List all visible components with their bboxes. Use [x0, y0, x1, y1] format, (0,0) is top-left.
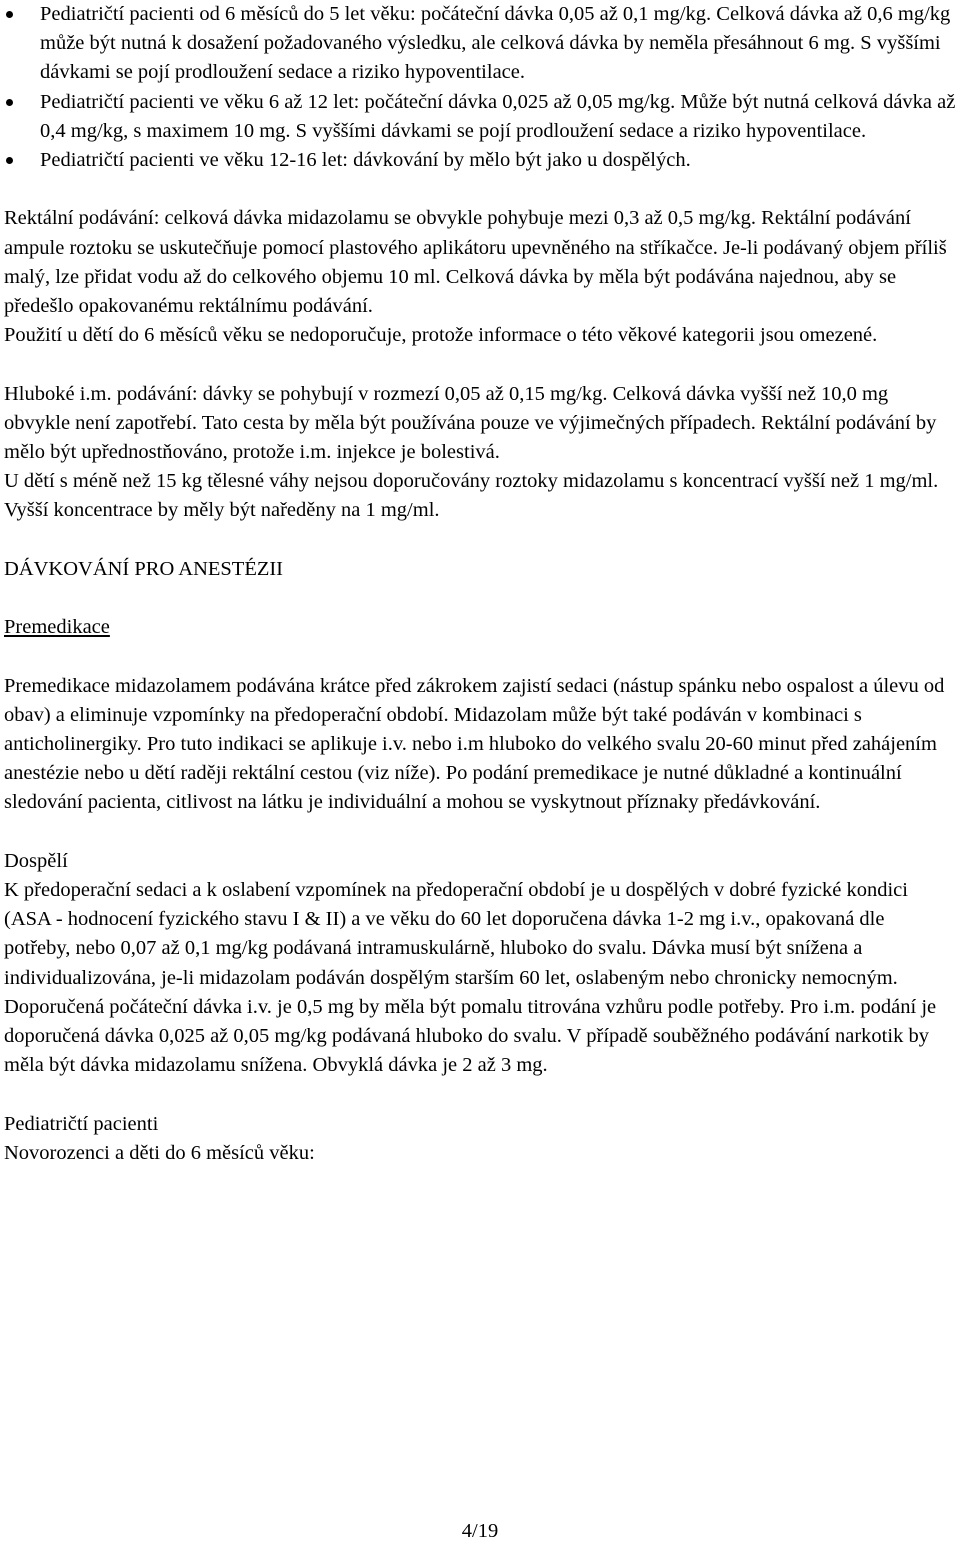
- rectal-paragraph: Rektální podávání: celková dávka midazolamu se obvykle pohybuje mezi 0,3 až 0,5 mg/kg. Rektální podávání ampule roztoku se uskutečňuje pomocí plastového aplikátoru upevněného na stříkačce. Je-li podávaný objem příliš malý, lze přidat vodu až do celkového objemu 10 ml. Celková dávka by měla být podávána najednou, aby se předešlo opakovanému rektálnímu podávání.: [4, 207, 947, 318]
- bullet-text: Pediatričtí pacienti ve věku 12-16 let: dávkování by mělo být jako u dospělých.: [40, 149, 691, 172]
- im-paragraph: Hluboké i.m. podávání: dávky se pohybují v rozmezí 0,05 až 0,15 mg/kg. Celková dávka vyšší než 10,0 mg obvykle není zapotřebí. Tato cesta by měla být používána pouze ve výjimečných případech. Rektální podávání by mělo být upřednostňováno, protože i.m. injekce je bolestivá.: [4, 382, 937, 464]
- list-item: [4, 146, 956, 175]
- list-item: [4, 88, 956, 146]
- premedication-paragraph: Premedikace midazolamem podávána krátce před zákrokem zajistí sedaci (nástup spánku nebo ospalost a úlevu od obav) a eliminuje vzpomínky na předoperační období. Midazolam může být také podáván v kombinaci s anticholinergiky. Pro tuto indikaci se aplikuje i.v. nebo i.m hluboko do velkého svalu 20-60 minut před zahájením anestézie nebo u dětí raději rektální cestou (viz níže). Po podání premedikace je nutné důkladné a kontinuální sledování pacienta, citlivost na látku je individuální a mohou se vyskytnout příznaky předávkování.: [4, 674, 945, 814]
- pediatric-heading: Pediatričtí pacienti: [4, 1112, 159, 1135]
- document-page: [4, 0, 956, 1168]
- rectal-age-note: Použití u dětí do 6 měsíců věku se nedoporučuje, protože informace o této věkové kategorii jsou omezené.: [4, 324, 878, 347]
- page-number: 4/19: [461, 1520, 499, 1542]
- bullet-icon: [6, 99, 13, 106]
- bullet-icon: [6, 11, 13, 18]
- concentration-note: U dětí s méně než 15 kg tělesné váhy nejsou doporučovány roztoky midazolamu s koncentrací vyšší než 1 mg/ml. Vyšší koncentrace by měly být naředěny na 1 mg/ml.: [4, 470, 939, 522]
- dosage-bullet-list: [4, 0, 956, 175]
- section-heading: DÁVKOVÁNÍ PRO ANESTÉZII: [4, 557, 284, 580]
- list-item: [4, 0, 956, 88]
- bullet-text: Pediatričtí pacienti ve věku 6 až 12 let: počáteční dávka 0,025 až 0,05 mg/kg. Může být nutná celková dávka až 0,4 mg/kg, s maximem 10 mg. S vyššími dávkami se pojí prodloužení sedace a riziko hypoventilace.: [40, 90, 956, 142]
- premedication-heading: Premedikace: [4, 616, 110, 639]
- adults-paragraph: K předoperační sedaci a k oslabení vzpomínek na předoperační období je u dospělých v dobré fyzické kondici (ASA - hodnocení fyzického stavu I & II) a ve věku do 60 let doporučena dávka 1-2 mg i.v., opakovaná dle potřeby, nebo 0,07 až 0,1 mg/kg podávaná intramuskulárně, hluboko do svalu. Dávka musí být snížena a individualizována, je-li midazolam podáván dospělým starším 60 let, oslabeným nebo chronicky nemocným. Doporučená počáteční dávka i.v. je 0,5 mg by měla být pomalu titrována vzhůru podle potřeby. Pro i.m. podání je doporučená dávka 0,025 až 0,05 mg/kg podávaná hluboko do svalu. V případě souběžného podávání narkotik by měla být dávka midazolamu snížena. Obvyklá dávka je 2 až 3 mg.: [4, 879, 937, 1077]
- adults-heading: Dospělí: [4, 849, 68, 872]
- bullet-icon: [6, 157, 13, 164]
- bullet-text: Pediatričtí pacienti od 6 měsíců do 5 let věku: počáteční dávka 0,05 až 0,1 mg/kg. Celková dávka až 0,6 mg/kg může být nutná k dosažení požadovaného výsledku, ale celková dávka by neměla přesáhnout 6 mg. S vyššími dávkami se pojí prodloužení sedace a riziko hypoventilace.: [40, 3, 951, 84]
- pediatric-line: Novorozenci a děti do 6 měsíců věku:: [4, 1141, 315, 1164]
